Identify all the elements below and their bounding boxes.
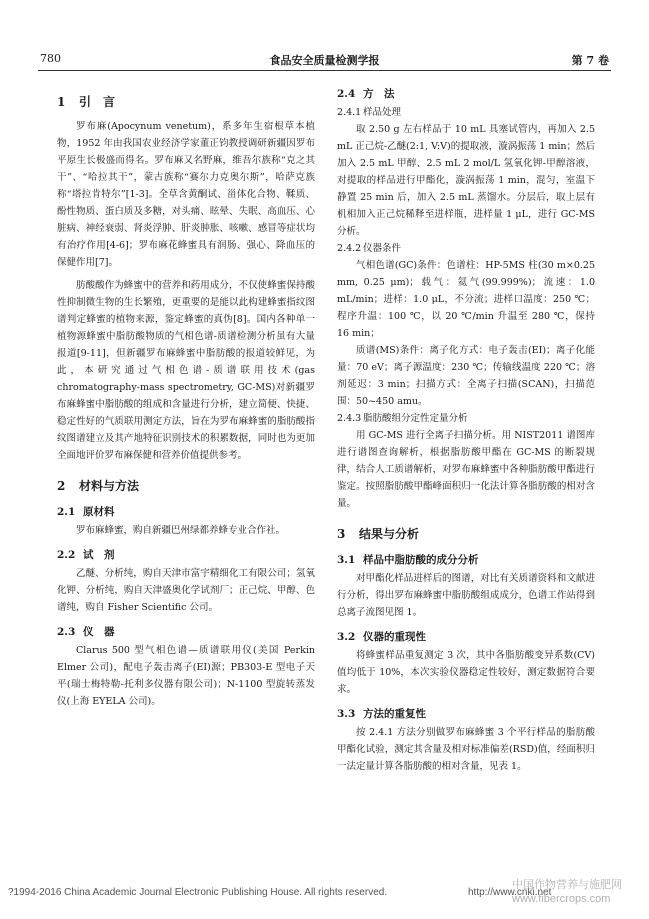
section-heading-intro: 1 引 言 [57,95,116,109]
journal-title: 食品安全质量检测学报 [269,54,380,67]
watermark-line1: 中国作物营养与施肥网 [512,879,622,891]
paragraph: 将蜂蜜样品重复测定 3 次，其中各脂肪酸变异系数(CV)值均低于 10%，本次实验仪器稳定性较好，测定数据符合要求。 [337,650,595,695]
volume-label: 第 7 卷 [571,54,609,67]
paragraph: 罗布麻蜂蜜，购自新疆巴州绿都养蜂专业合作社。 [76,525,286,536]
footer-url: http://www.cnki.net [468,887,552,898]
paragraph: 罗布麻(Apocynum venetum)，系多年生宿根草本植物，1952 年由我国农业经济学家董正钧教授调研新疆因罗布平原生长极盛而得名。罗布麻又名野麻，维吾尔族称“克之其干”、“哈拉其干”，蒙古族称“赛尔力克奥尔斯”，哈萨克族称“塔拉肯特尔”[1-3]。全草含黄酮试、甾体化合物、鞣质、酚性物质、蛋白质及多糖，对头痛、眩晕、失眠、高血压、心脏病、神经衰弱、肾炎浮肿、肝炎肿胀、咳嗽、感冒等症状均有治疗作用[4-6]；罗布麻花蜂蜜具有润肠、强心、降血压的保健作用[7]。 [57,121,315,268]
page-header [40,52,609,72]
subsubsection-heading: 2.4.2 仪器条件 [337,243,402,254]
subsection-heading: 3.2 仪器的重现性 [337,631,426,643]
right-column [337,84,595,775]
watermark [512,878,622,906]
subsubsection-heading: 2.4.3 脂肪酸组分定性定量分析 [337,413,468,424]
section-heading-methods: 2 材料与方法 [57,479,140,493]
left-column [57,84,315,710]
paragraph: Clarus 500 型气相色谱—质谱联用仪(美国 Perkin Elmer 公司)，配电子轰击离子(EI)源；PB303-E 型电子天平(瑞士梅特勒-托利多仪器有限公司)；N-1100 型旋转蒸发仪(上海 EYELA 公司)。 [57,645,315,707]
paragraph: 乙醚、分析纯，购自天津市富宇精细化工有限公司；氢氧化钾、分析纯，购自天津盛奥化学试剂厂；正己烷、甲醇、色谱纯，购自 Fisher Scientific 公司。 [57,568,315,613]
subsection-heading: 3.3 方法的重复性 [337,708,426,720]
header-rule [38,70,611,71]
copyright-notice: ?1994-2016 China Academic Journal Electronic Publishing House. All rights reserved. [8,887,388,898]
paragraph: 肪酸酸作为蜂蜜中的营养和药用成分，不仅使蜂蜜保持酸性抑制微生物的生长繁殖，更重要的是能以此构建蜂蜜指纹图谱判定蜂蜜的植物来源，鉴定蜂蜜的真伪[8]。国内各种单一植物源蜂蜜中脂肪酸物质的气相色谱-质谱检测分析虽有大量报道[9-11]，但新疆罗布麻蜂蜜中脂肪酸的报道较鲜见，为此，本研究通过气相色谱-质谱联用技术(gas chromatography-mass spectrometry, GC-MS)对新疆罗布麻蜂蜜中脂肪酸的组成和含量进行分析，建立简便、快捷、稳定性好的气质联用测定方法，旨在为罗布麻蜂蜜的脂肪酸指纹图谱建立及其产地特征识别技术的积累数据，同时也为更加全面地评价罗布麻保健和营养价值提供参考。 [57,280,315,461]
page-number: 780 [40,52,61,65]
subsection-heading: 2.4 方 法 [337,88,395,100]
subsection-heading: 3.1 样品中脂肪酸的成分分析 [337,554,479,566]
paragraph: 按 2.4.1 方法分别做罗布麻蜂蜜 3 个平行样品的脂肪酸甲酯化试验，测定其含量及相对标准偏差(RSD)值，经面积归一法定量计算各脂肪酸的相对含量，见表 1。 [337,727,595,772]
watermark-line2: www.fibercrops.com [512,893,611,905]
subsection-heading: 2.3 仪 器 [57,626,115,638]
paragraph: 气相色谱(GC)条件：色谱柱：HP-5MS 柱(30 m×0.25 mm, 0.25 μm)；载气：氦气(99.999%)；流速：1.0 mL/min；进样：1.0 μL，不分流；进样口温度：250 ℃；程序升温：100 ℃，以 20 ℃/min 升温至 280 ℃，保持 16 min； [337,260,595,339]
paragraph: 用 GC-MS 进行全离子扫描分析。用 NIST2011 谱图库进行谱图查询解析，根据脂肪酸甲酯在 GC-MS 的断裂规律，结合人工质谱解析，对罗布麻蜂蜜中各种脂肪酸甲酯进行鉴定。按照脂肪酸甲酯峰面积归一化法计算各脂肪酸的相对含量。 [337,430,595,509]
paragraph: 取 2.50 g 左右样品于 10 mL 具塞试管内，再加入 2.5 mL 正己烷-乙醚(2:1, V:V)的提取液，漩涡振荡 1 min；然后加入 2.5 mL 甲醇、2.5 mL 2 mol/L 氢氧化钾-甲醇溶液，对提取的样品进行甲酯化，漩涡振荡 1 min，混匀，室温下静置 25 min 后，加入 2.5 mL 蒸馏水。分层后，取上层有机相加入正己烷稀释至进样瓶，进样量 1 μL，进行 GC-MS 分析。 [337,124,596,237]
subsection-heading: 2.1 原材料 [57,506,115,518]
paragraph: 对甲酯化样品进样后的图谱，对比有关质谱资料和文献进行分析，得出罗布麻蜂蜜中脂肪酸组成成分，色谱工作站得到总离子流图见图 1。 [337,573,595,618]
subsection-heading: 2.2 试 剂 [57,549,115,561]
subsubsection-heading: 2.4.1 样品处理 [337,107,402,118]
section-heading-results: 3 结果与分析 [337,527,420,541]
paragraph: 质谱(MS)条件：离子化方式：电子轰击(EI)；离子化能量：70 eV；离子源温度：230 ℃；传输线温度 220 ℃；溶剂延迟：3 min；扫描方式：全离子扫描(SCAN)，扫描范围：50~450 amu。 [337,345,595,407]
